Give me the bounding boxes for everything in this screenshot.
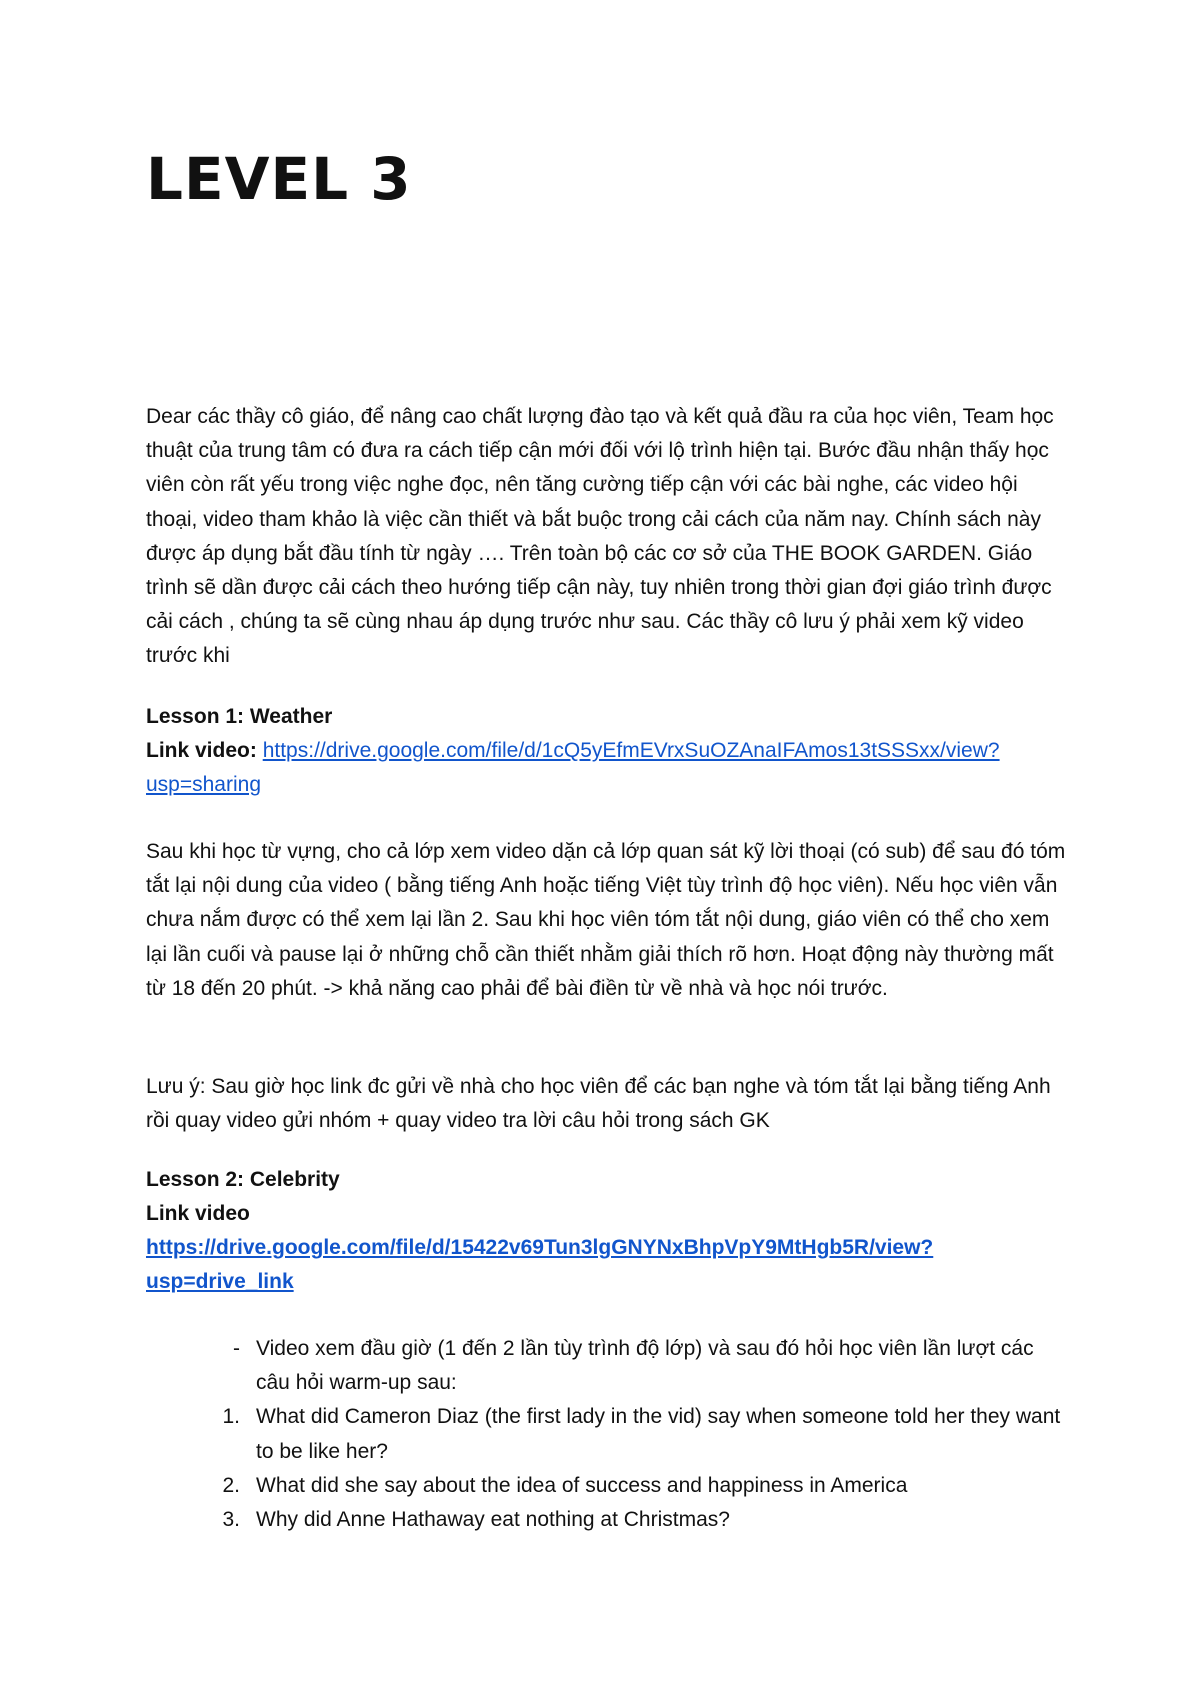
page-title: LEVEL 3 — [146, 145, 412, 213]
list-item-text: What did she say about the idea of success and happiness in America — [256, 1473, 908, 1497]
lesson2-link-line — [146, 1231, 1066, 1299]
list-item — [146, 1469, 1066, 1503]
intro-paragraph: Dear các thầy cô giáo, để nâng cao chất lượng đào tạo và kết quả đầu ra của học viên, Team học thuật của trung tâm có đưa ra cách tiếp cận mới đối với lộ trình hiện tại. Bước đầu nhận thấy học viên còn rất yếu trong việc nghe đọc, nên tăng cường tiếp cận với các bài nghe, các video hội thoại, video tham khảo là việc cần thiết và bắt buộc trong cải cách của năm nay. Chính sách này được áp dụng bắt đầu tính từ ngày …. Trên toàn bộ các cơ sở của THE BOOK GARDEN. Giáo trình sẽ dần được cải cách theo hướng tiếp cận này, tuy nhiên trong thời gian đợi giáo trình được cải cách , chúng ta sẽ cùng nhau áp dụng trước như sau. Các thầy cô lưu ý phải xem kỹ video trước khi — [146, 405, 1054, 668]
list-item-text: Video xem đầu giờ (1 đến 2 lần tùy trình độ lớp) và sau đó hỏi học viên lần lượt các câu hỏi warm-up sau: — [256, 1337, 1034, 1395]
list-marker: 2. — [222, 1473, 240, 1497]
list-marker: 1. — [222, 1405, 240, 1429]
lesson2-video-link[interactable]: https://drive.google.com/file/d/15422v69Tun3lgGNYNxBhpVpY9MtHgb5R/view?usp=drive_link — [146, 1236, 934, 1294]
list-item-text: Why did Anne Hathaway eat nothing at Christmas? — [256, 1508, 730, 1532]
list-item — [146, 1503, 1066, 1537]
lesson2-question-list — [146, 1332, 1066, 1537]
lesson1-link-line — [146, 734, 1066, 802]
lesson1-link-label: Link video: — [146, 739, 257, 762]
lesson1-paragraph: Sau khi học từ vựng, cho cả lớp xem video dặn cả lớp quan sát kỹ lời thoại (có sub) để sau đó tóm tắt lại nội dung của video ( bằng tiếng Anh hoặc tiếng Việt tùy trình độ học viên). Nếu học viên vẫn chưa nắm được có thể xem lại lần 2. Sau khi học viên tóm tắt nội dung, giáo viên có thể cho xem lại lần cuối và pause lại ở những chỗ cần thiết nhằm giải thích rõ hơn. Hoạt động này thường mất từ 18 đến 20 phút. -> khả năng cao phải để bài điền từ về nhà và học nói trước. — [146, 840, 1066, 1000]
lesson1-title: Lesson 1: Weather — [146, 705, 333, 728]
lesson1-video-link[interactable]: https://drive.google.com/file/d/1cQ5yEfmEVrxSuOZAnaIFAmos13tSSSxx/view?usp=sharing — [146, 739, 1000, 797]
lesson2-link-label: Link video — [146, 1202, 250, 1225]
list-marker: 3. — [222, 1508, 240, 1532]
lesson2-title: Lesson 2: Celebrity — [146, 1168, 340, 1191]
list-item — [146, 1400, 1066, 1468]
lesson1-note: Lưu ý: Sau giờ học link đc gửi về nhà cho học viên để các bạn nghe và tóm tắt lại bằng tiếng Anh rồi quay video gửi nhóm + quay video tra lời câu hỏi trong sách GK — [146, 1075, 1051, 1133]
list-marker: - — [233, 1337, 240, 1360]
list-item — [146, 1332, 1066, 1400]
list-item-text: What did Cameron Diaz (the first lady in the vid) say when someone told her they want to be like her? — [256, 1405, 1061, 1463]
